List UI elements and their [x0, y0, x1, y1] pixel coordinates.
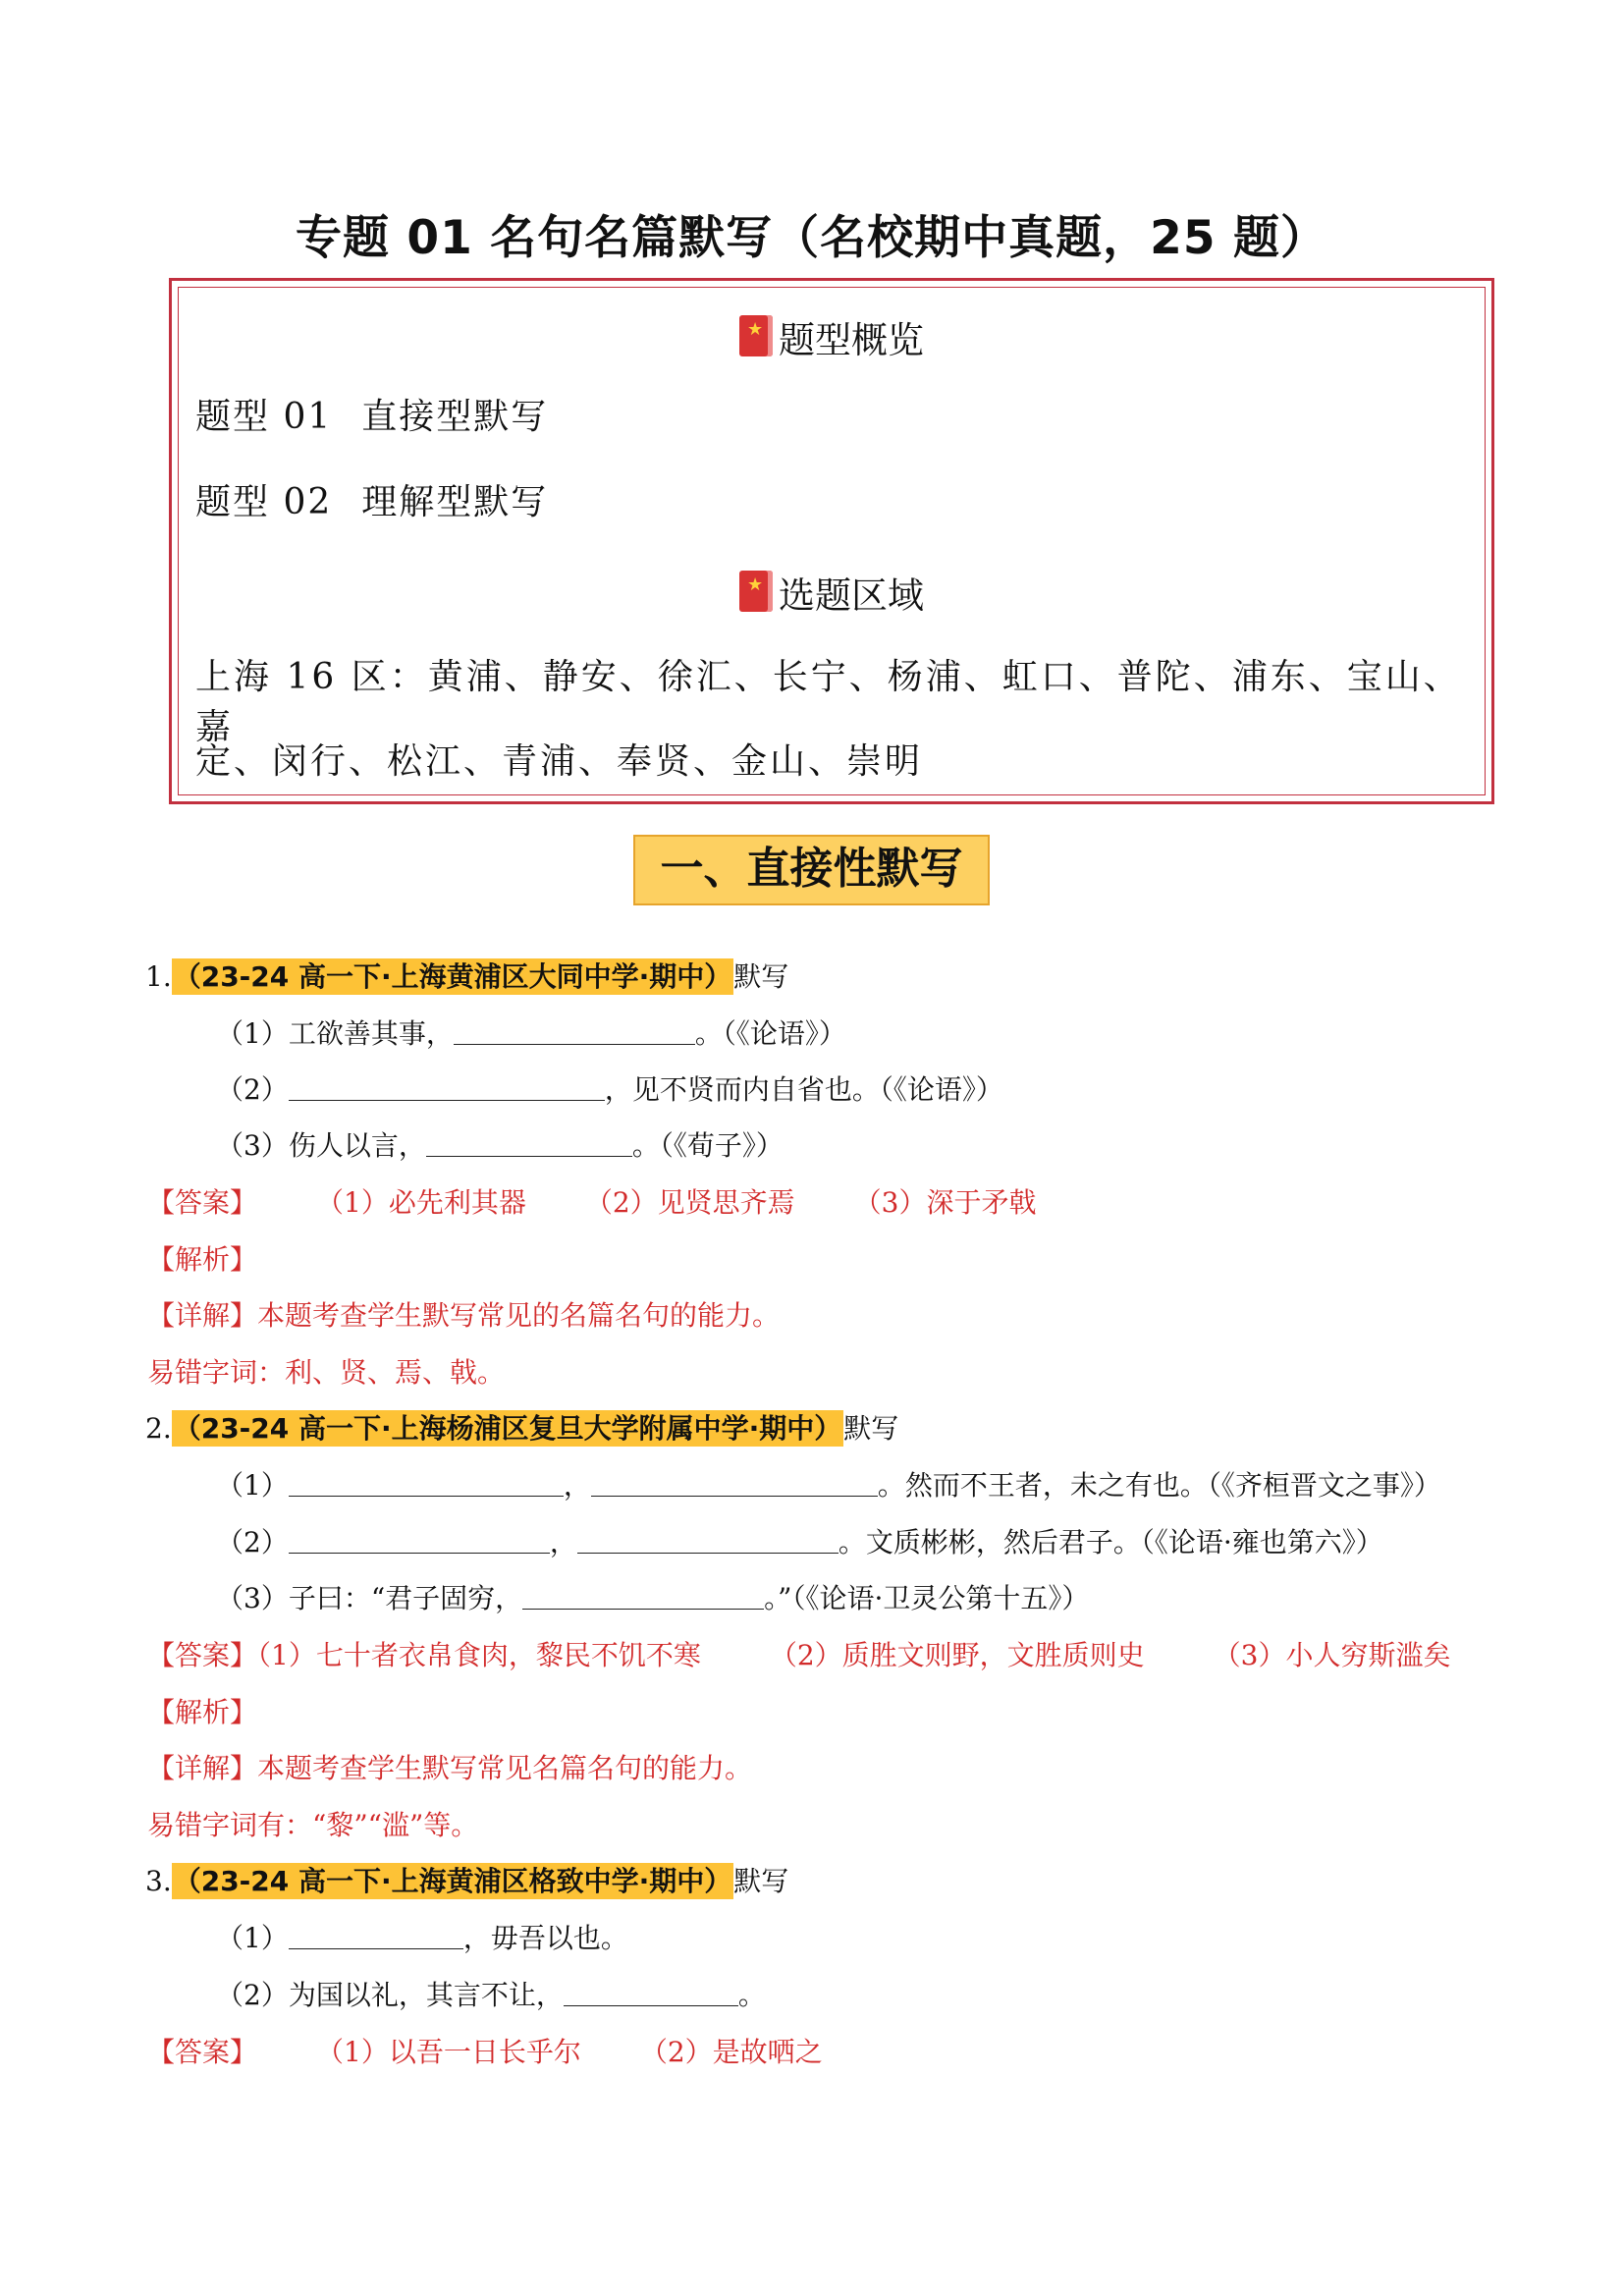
page-title: 专题 01 名句名篇默写（名校期中真题，25 题） — [296, 211, 1327, 265]
fill-blank[interactable] — [564, 1980, 738, 2006]
fill-blank[interactable] — [289, 1470, 564, 1497]
question-2-item-2: （2） ， 。文质彬彬，然后君子。（《论语·雍也第六》） — [216, 1526, 1383, 1558]
question-1-detail: 【详解】本题考查学生默写常见的名篇名句的能力。 — [147, 1299, 781, 1332]
question-source-highlight: （23-24 高一下·上海黄浦区格致中学·期中） — [173, 1865, 732, 1897]
question-2-answer: 【答案】（1）七十者衣帛食肉，黎民不饥不寒 （2）质胜文则野，文胜质则史 （3）小人穷斯滥矣 — [147, 1639, 1451, 1671]
question-source-highlight: （23-24 高一下·上海黄浦区大同中学·期中） — [173, 960, 732, 993]
question-3-answer: 【答案】 （1）以吾一日长乎尔 （2）是故哂之 — [147, 2036, 823, 2068]
type-item-1: 题型 01 直接型默写 — [195, 397, 549, 437]
fill-blank[interactable] — [454, 1018, 695, 1045]
region-line-1: 上海 16 区：黄浦、静安、徐汇、长宁、杨浦、虹口、普陀、浦东、宝山、嘉 — [195, 657, 1462, 747]
question-3-item-2: （2）为国以礼，其言不让， 。 — [216, 1979, 766, 2011]
question-1-item-3: （3）伤人以言， 。（《荀子》） — [216, 1129, 784, 1162]
question-2-header: 2.（23-24 高一下·上海杨浦区复旦大学附属中学·期中）默写 — [145, 1412, 899, 1445]
question-2-detail: 【详解】本题考查学生默写常见名篇名句的能力。 — [147, 1752, 753, 1784]
question-1-item-1: （1）工欲善其事， 。（《论语》） — [216, 1017, 846, 1050]
region-heading: ★ 选题区域 — [172, 566, 1491, 619]
overview-heading: ★ 题型概览 — [172, 310, 1491, 363]
question-2-analysis: 【解析】 — [147, 1696, 258, 1728]
fill-blank[interactable] — [289, 1923, 463, 1949]
red-book-icon: ★ — [739, 571, 773, 612]
question-3-item-1: （1） ，毋吾以也。 — [216, 1922, 628, 1954]
fill-blank[interactable] — [289, 1074, 605, 1101]
question-1-analysis: 【解析】 — [147, 1243, 258, 1276]
fill-blank[interactable] — [289, 1527, 550, 1554]
fill-blank[interactable] — [591, 1470, 878, 1497]
question-source-highlight: （23-24 高一下·上海杨浦区复旦大学附属中学·期中） — [173, 1412, 842, 1445]
overview-box — [169, 278, 1494, 804]
question-2-errors: 易错字词有：“黎”“滥”等。 — [147, 1809, 479, 1841]
fill-blank[interactable] — [426, 1130, 632, 1157]
type-item-2: 题型 02 理解型默写 — [195, 482, 549, 522]
question-1-header: 1.（23-24 高一下·上海黄浦区大同中学·期中）默写 — [145, 960, 789, 993]
question-3-header: 3.（23-24 高一下·上海黄浦区格致中学·期中）默写 — [145, 1865, 789, 1897]
fill-blank[interactable] — [522, 1583, 764, 1610]
red-book-icon: ★ — [739, 315, 773, 356]
question-2-item-3: （3）子曰：“君子固穷， 。”（《论语·卫灵公第十五》） — [216, 1582, 1090, 1614]
fill-blank[interactable] — [577, 1527, 839, 1554]
section-title: 一、直接性默写 — [633, 835, 990, 905]
question-1-item-2: （2） ，见不贤而内自省也。（《论语》） — [216, 1073, 1003, 1106]
region-line-2: 定、闵行、松江、青浦、奉贤、金山、崇明 — [195, 741, 924, 782]
question-1-errors: 易错字词：利、贤、焉、戟。 — [147, 1356, 506, 1389]
question-1-answer: 【答案】 （1）必先利其器 （2）见贤思齐焉 （3）深于矛戟 — [147, 1186, 1037, 1219]
question-2-item-1: （1） ， 。然而不王者，未之有也。（《齐桓晋文之事》） — [216, 1469, 1441, 1502]
